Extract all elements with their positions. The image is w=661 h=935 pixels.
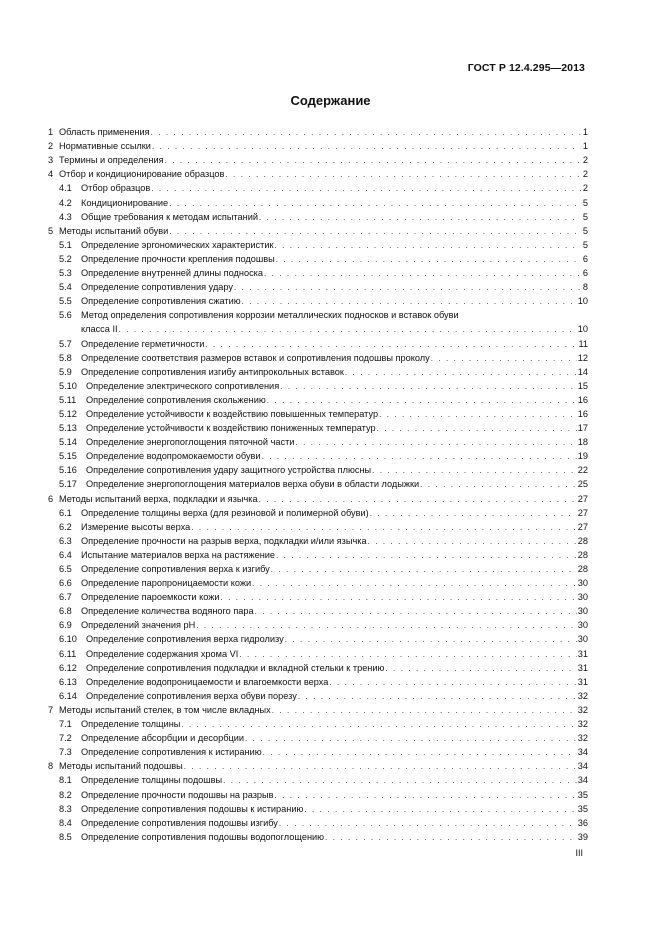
leader-dots (431, 354, 577, 364)
leader-dots (298, 692, 577, 702)
toc-entry[interactable] (48, 223, 588, 237)
toc-entry-title: Определение прочности на разрыв верха, подкладки и/или язычка (81, 535, 367, 546)
toc-entry-page: 32 (577, 704, 588, 715)
toc-entry[interactable] (48, 180, 588, 194)
toc-entry-title: Определение сопротивления скольжению (86, 394, 266, 405)
leader-dots (184, 762, 577, 772)
leader-dots (345, 368, 577, 378)
toc-entry-number: 6.11 (59, 648, 77, 659)
toc-entry-title: Определение прочности подошвы на разрыв (81, 789, 274, 800)
toc-entry-title: Определение толщины (81, 719, 181, 730)
leader-dots (272, 706, 577, 716)
toc-entry-page: 27 (577, 507, 588, 518)
leader-dots (191, 523, 576, 533)
leader-dots (225, 170, 581, 180)
toc-entry-page: 32 (577, 690, 588, 701)
toc-entry-number: 6.3 (59, 535, 72, 546)
toc-entry-title: Определение сопротивления подошвы к истиранию (81, 803, 304, 814)
toc-entry-page: 16 (577, 408, 588, 419)
toc-entry-number: 6.10 (59, 634, 77, 645)
toc-entry-title: Определение внутренней длины подноска (81, 268, 263, 279)
toc-entry[interactable] (48, 716, 588, 730)
toc-entry-page: 35 (577, 803, 588, 814)
toc-entry-number: 5.9 (59, 366, 72, 377)
toc-entry[interactable] (48, 730, 588, 744)
leader-dots (152, 142, 581, 152)
toc-entry-page: 15 (577, 380, 588, 391)
toc-entry-continuation[interactable] (48, 321, 588, 335)
toc-entry-page: 10 (577, 324, 588, 335)
leader-dots (280, 382, 577, 392)
toc-entry[interactable] (48, 674, 588, 688)
toc-entry[interactable] (48, 279, 588, 293)
toc-entry-page: 34 (577, 747, 588, 758)
toc-entry-page: 5 (582, 225, 588, 236)
toc-entry-page: 30 (577, 592, 588, 603)
toc-entry-number: 5.8 (59, 352, 72, 363)
leader-dots (205, 340, 577, 350)
leader-dots (325, 833, 577, 843)
leader-dots (255, 607, 577, 617)
toc-entry[interactable] (48, 815, 588, 829)
leader-dots (221, 593, 577, 603)
toc-entry-number: 7 (48, 704, 54, 715)
toc-entry-title: Метод определения сопротивления коррозии металлических подносков и вставок обуви (81, 310, 459, 321)
toc-entry[interactable] (48, 561, 588, 575)
toc-entry-number: 6.14 (59, 690, 77, 701)
toc-entry-title: Определение сопротивления подошвы изгибу (81, 817, 278, 828)
toc-entry-title: Общие требования к методам испытаний (81, 211, 258, 222)
toc-entry-page: 27 (577, 493, 588, 504)
toc-entry-title: Определение энергопоглощения материалов верха обуви в области лодыжки (86, 479, 420, 490)
toc-entry-number: 5.7 (59, 338, 72, 349)
toc-entry-page: 22 (577, 465, 588, 476)
toc-entry[interactable] (48, 490, 588, 504)
toc-entry-page: 5 (582, 197, 588, 208)
leader-dots (420, 480, 577, 490)
leader-dots (181, 720, 576, 730)
toc-entry-title: Определение прочности крепления подошвы (81, 253, 275, 264)
leader-dots (262, 452, 577, 462)
leader-dots (274, 241, 581, 251)
leader-dots (372, 466, 577, 476)
toc-entry[interactable] (48, 420, 588, 434)
toc-entry-page: 28 (577, 564, 588, 574)
toc-entry[interactable] (48, 406, 588, 420)
toc-entry[interactable] (48, 378, 588, 392)
toc-entry[interactable] (48, 350, 588, 364)
page-number: III (575, 848, 583, 858)
toc-entry-number: 7.2 (59, 733, 72, 744)
toc-entry-title: Определение паропроницаемости кожи (81, 578, 252, 589)
toc-entry-number: 6 (48, 493, 54, 504)
leader-dots (259, 495, 577, 505)
toc-entry-page: 19 (577, 451, 588, 462)
toc-entry-page: 5 (582, 211, 588, 222)
leader-dots (263, 748, 577, 758)
toc-entry[interactable] (48, 603, 588, 617)
toc-entry-title: Определение содержания хрома VI (86, 648, 239, 659)
toc-entry-number: 6.2 (59, 521, 72, 532)
toc-entry-page: 39 (577, 831, 588, 842)
toc-entry-page: 32 (577, 733, 588, 744)
toc-entry[interactable] (48, 237, 588, 251)
toc-entry-number: 4 (48, 169, 54, 180)
toc-entry[interactable] (48, 364, 588, 378)
toc-entry-title: Методы испытаний стелек, в том числе вкладных (59, 704, 271, 715)
leader-dots (276, 255, 581, 265)
toc-entry-title: Определение сопротивления удару защитного устройства плюсны (86, 465, 372, 476)
toc-entry[interactable] (48, 617, 588, 631)
leader-dots (264, 269, 581, 279)
leader-dots (329, 678, 576, 688)
toc-entry[interactable] (48, 124, 588, 138)
toc-entry-page: 30 (577, 578, 588, 589)
leader-dots (252, 579, 577, 589)
toc-entry-title: Определение паpоемкости кожи (81, 592, 220, 603)
leader-dots (285, 635, 577, 645)
toc-entry[interactable] (48, 194, 588, 208)
toc-entry-number: 5.5 (59, 296, 72, 307)
toc-entry[interactable] (48, 631, 588, 645)
toc-entry-page: 10 (577, 296, 588, 307)
toc-entry-page: 2 (582, 183, 588, 194)
toc-entry-number: 7.1 (59, 719, 72, 730)
toc-entry-number: 4.2 (59, 197, 72, 208)
toc-entry-page: 27 (577, 521, 588, 532)
toc-entry-number: 8.5 (59, 831, 72, 842)
toc-entry-number: 6.13 (59, 676, 77, 687)
toc-entry-page: 6 (582, 268, 588, 279)
toc-entry-page: 1 (582, 127, 588, 138)
toc-entry[interactable] (48, 448, 588, 462)
toc-entry-title: Определение толщины верха (для резиновой и полимерной обуви) (81, 507, 369, 518)
toc-entry[interactable] (48, 589, 588, 603)
leader-dots (239, 650, 576, 660)
toc-entry-number: 5 (48, 225, 54, 236)
toc-entry[interactable] (48, 505, 588, 519)
toc-entry[interactable] (48, 476, 588, 490)
toc-entry[interactable] (48, 138, 588, 152)
toc-entry[interactable] (48, 829, 588, 843)
toc-entry[interactable] (48, 744, 588, 758)
toc-entry-title: Определение толщины подошвы (81, 775, 223, 786)
toc-entry-page: 31 (577, 648, 588, 659)
toc-entry-number: 6.4 (59, 549, 72, 560)
leader-dots (165, 156, 581, 166)
toc-entry[interactable] (48, 462, 588, 476)
toc-entry-title: Определение соответствия размеров вставок и сопротивления подошвы проколу (81, 352, 430, 363)
toc-entry-title: Определение сопротивления сжатию (81, 296, 241, 307)
toc-entry[interactable] (48, 533, 588, 547)
toc-entry-title-continued: класса II (81, 324, 118, 335)
toc-entry[interactable] (48, 209, 588, 223)
toc-entry-page: 14 (577, 366, 588, 377)
toc-entry[interactable] (48, 307, 588, 321)
toc-entry[interactable] (48, 392, 588, 406)
toc-entry-title: Термины и определения (59, 155, 164, 166)
toc-entry-number: 5.6 (59, 310, 72, 321)
toc-entry-page: 30 (577, 620, 588, 631)
toc-entry-title: Методы испытаний верха, подкладки и язычка (59, 493, 258, 504)
toc-title: Содержание (290, 93, 371, 108)
toc-entry-number: 5.11 (59, 394, 77, 405)
toc-entry-title: Испытание материалов верха на растяжение (81, 549, 276, 560)
leader-dots (245, 734, 577, 744)
leader-dots (151, 128, 581, 138)
toc-entry-title: Определение сопротивления верха гидролизу (86, 634, 284, 645)
toc-entry-page: 35 (577, 789, 588, 800)
toc-entry-number: 8.2 (59, 789, 72, 800)
toc-entry[interactable] (48, 786, 588, 800)
leader-dots (275, 791, 577, 801)
toc-entry-title: Нормативные ссылки (59, 141, 151, 152)
leader-dots (242, 297, 577, 307)
toc-entry-page: 17 (577, 423, 588, 434)
toc-entry-title: Область применения (59, 127, 150, 138)
toc-entry-page: 28 (577, 535, 588, 546)
toc-entry[interactable] (48, 688, 588, 702)
toc-entry-number: 8 (48, 761, 54, 772)
leader-dots (379, 410, 577, 420)
leader-dots (377, 424, 577, 434)
toc-entry-number: 6.9 (59, 620, 72, 631)
toc-entry-page: 16 (577, 394, 588, 405)
toc-entry-page: 36 (577, 817, 588, 828)
toc-entry-title: Методы испытаний обуви (59, 225, 169, 236)
toc-entry-title: Отбор образцов (81, 183, 151, 194)
leader-dots (271, 565, 577, 575)
table-of-contents (48, 124, 588, 843)
leader-dots (279, 819, 577, 829)
leader-dots (368, 537, 577, 547)
toc-entry-number: 6.6 (59, 578, 72, 589)
toc-entry[interactable] (48, 293, 588, 307)
toc-entry-number: 6.8 (59, 606, 72, 617)
toc-entry-page: 5 (582, 239, 588, 250)
toc-entry-number: 5.10 (59, 380, 77, 391)
toc-entry[interactable] (48, 251, 588, 265)
toc-entry-title: Определение количества водяного пара (81, 606, 254, 617)
toc-entry-title: Определение эргономических характеристик (81, 239, 274, 250)
toc-entry[interactable] (48, 772, 588, 786)
toc-entry-page: 28 (577, 549, 588, 560)
toc-entry[interactable] (48, 519, 588, 533)
toc-entry-title: Определение водопроницаемости и влагоемкости верха (86, 676, 329, 687)
toc-entry-page: 2 (582, 169, 588, 180)
leader-dots (169, 199, 581, 209)
toc-entry-page: 1 (582, 141, 588, 152)
toc-entry[interactable] (48, 702, 588, 716)
leader-dots (295, 438, 576, 448)
toc-entry-page: 30 (577, 606, 588, 617)
toc-entry-page: 31 (577, 676, 588, 687)
leader-dots (119, 325, 577, 335)
toc-entry-number: 5.2 (59, 253, 72, 264)
toc-entry-page: 11 (578, 338, 588, 349)
document-code: ГОСТ Р 12.4.295—2013 (467, 62, 585, 74)
toc-entry-title: Определение сопротивления к истиранию (81, 747, 262, 758)
toc-entry-title: Определение сопротивления верха обуви порезу (86, 690, 297, 701)
toc-entry[interactable] (48, 265, 588, 279)
toc-entry-title: Определение водопромокаемости обуви (86, 451, 261, 462)
toc-entry[interactable] (48, 645, 588, 659)
toc-entry-number: 5.1 (59, 239, 72, 250)
leader-dots (267, 396, 577, 406)
leader-dots (234, 283, 581, 293)
toc-entry-number: 2 (48, 141, 54, 152)
toc-entry[interactable] (48, 801, 588, 815)
leader-dots (169, 227, 581, 237)
toc-entry-number: 8.3 (59, 803, 72, 814)
toc-entry-title: Определение сопротивления подкладки и вкладной стельки к трению (86, 662, 385, 673)
toc-entry-title: Определение устойчивости к воздействию пониженных температур (86, 423, 376, 434)
toc-entry-number: 3 (48, 155, 54, 166)
toc-entry[interactable] (48, 335, 588, 349)
leader-dots (304, 805, 576, 815)
toc-entry-number: 6.7 (59, 592, 72, 603)
toc-entry[interactable] (48, 166, 588, 180)
toc-entry-page: 34 (577, 775, 588, 786)
toc-entry-title: Кондиционирование (81, 197, 169, 208)
leader-dots (385, 664, 576, 674)
toc-entry-title: Определение электрического сопротивления (86, 380, 280, 391)
toc-entry-number: 5.17 (59, 479, 77, 490)
toc-entry-number: 1 (48, 127, 54, 138)
toc-entry-number: 5.14 (59, 437, 77, 448)
toc-entry-number: 8.4 (59, 817, 72, 828)
toc-entry-page: 31 (577, 662, 588, 673)
toc-entry-title: Определение сопротивления верха к изгибу (81, 564, 270, 574)
toc-entry-title: Методы испытаний подошвы (59, 761, 183, 772)
toc-entry-title: Определение сопротивления изгибу антипрокольных вставок (81, 366, 344, 377)
leader-dots (259, 213, 581, 223)
toc-entry-number: 6.5 (59, 564, 72, 574)
toc-entry-number: 5.4 (59, 282, 72, 293)
toc-entry-number: 4.3 (59, 211, 72, 222)
toc-entry[interactable] (48, 547, 588, 561)
toc-entry-number: 6.12 (59, 662, 77, 673)
toc-entry-page: 34 (577, 761, 588, 772)
toc-entry-title: Определение герметичности (81, 338, 205, 349)
toc-entry-title: Определение энергопоглощения пяточной части (86, 437, 295, 448)
toc-entry-number: 7.3 (59, 747, 72, 758)
toc-entry-title: Определение сопротивления подошвы водопоглощению (81, 831, 325, 842)
toc-entry-title: Определение сопротивления удару (81, 282, 234, 293)
toc-entry-page: 6 (582, 253, 588, 264)
toc-entry-number: 6.1 (59, 507, 72, 518)
leader-dots (276, 551, 577, 561)
toc-entry-title: Измерение высоты верха (81, 521, 191, 532)
toc-entry-title: Определение абсорбции и десорбции (81, 733, 245, 744)
toc-entry[interactable] (48, 434, 588, 448)
toc-entry-page: 18 (577, 437, 588, 448)
toc-entry-title: Определений значения pH (81, 620, 196, 631)
leader-dots (196, 621, 577, 631)
toc-entry[interactable] (48, 152, 588, 166)
toc-entry[interactable] (48, 758, 588, 772)
toc-entry-page: 2 (582, 155, 588, 166)
toc-entry-page: 25 (577, 479, 588, 490)
toc-entry-page: 32 (577, 719, 588, 730)
leader-dots (223, 776, 577, 786)
toc-entry-number: 4.1 (59, 183, 72, 194)
toc-entry[interactable] (48, 575, 588, 589)
toc-entry-page: 30 (577, 634, 588, 645)
toc-entry-page: 8 (582, 282, 588, 293)
leader-dots (151, 184, 581, 194)
toc-entry-number: 5.16 (59, 465, 77, 476)
toc-entry[interactable] (48, 660, 588, 674)
leader-dots (370, 509, 577, 519)
toc-entry-title: Отбор и кондиционирование образцов (59, 169, 225, 180)
toc-entry-number: 8.1 (59, 775, 72, 786)
toc-entry-number: 5.3 (59, 268, 72, 279)
toc-entry-number: 5.15 (59, 451, 77, 462)
toc-entry-page: 12 (577, 352, 588, 363)
toc-entry-number: 5.12 (59, 408, 77, 419)
toc-entry-title: Определение устойчивости к воздействию повышенных температур (86, 408, 379, 419)
toc-entry-number: 5.13 (59, 423, 77, 434)
